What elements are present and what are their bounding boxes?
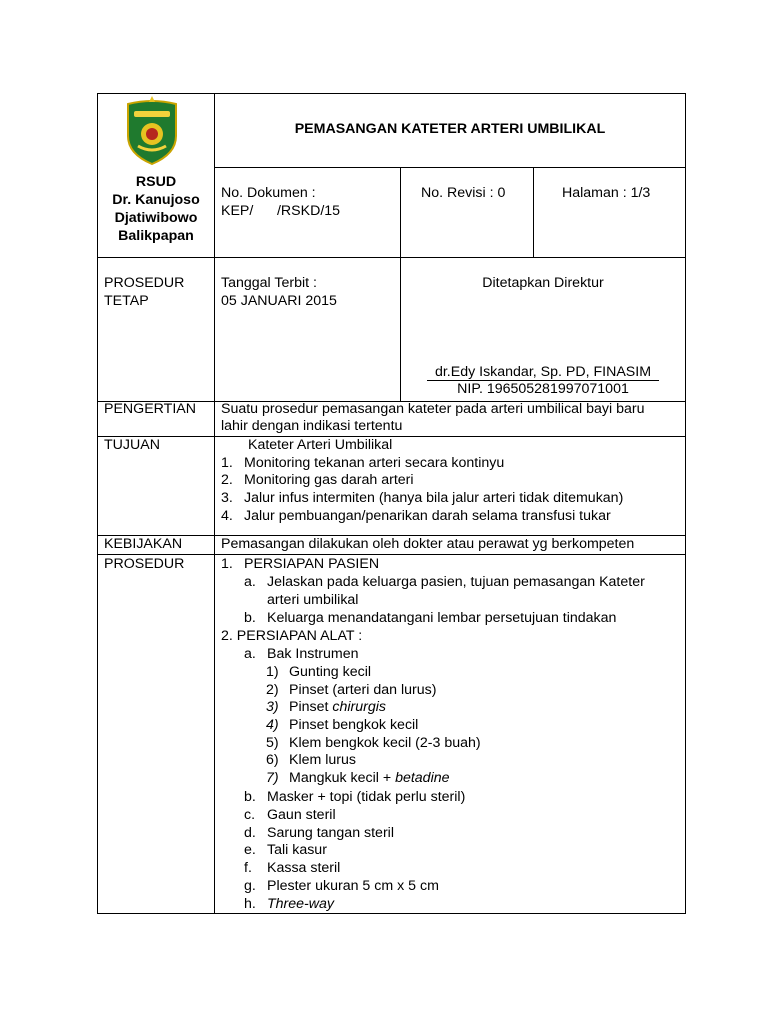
- step-1-title: PERSIAPAN PASIEN: [244, 556, 380, 572]
- tool-item-text: Mangkuk kecil +: [289, 770, 396, 786]
- tool-number: 2): [266, 682, 279, 698]
- header-divider-2: [533, 167, 534, 257]
- equipment-letter: c.: [244, 807, 256, 823]
- tool-item-italic: betadine: [395, 770, 450, 786]
- equipment-letter: f.: [244, 860, 252, 876]
- tool-item: Pinset (arteri dan lurus): [289, 682, 437, 698]
- equipment-letter: h.: [244, 896, 256, 912]
- tujuan-item-num: 2.: [221, 472, 233, 488]
- tool-number: 6): [266, 752, 279, 768]
- tool-item: [289, 699, 386, 717]
- equipment-item: Tali kasur: [267, 842, 327, 858]
- step-1-number: 1.: [221, 556, 233, 572]
- step-1b-text: Keluarga menandatangani lembar persetujuan tindakan: [267, 610, 617, 626]
- pengertian-line-2: lahir dengan indikasi tertentu: [221, 418, 403, 434]
- pengertian-label: PENGERTIAN: [104, 401, 196, 417]
- equipment-letter: g.: [244, 878, 256, 894]
- equipment-letter: b.: [244, 789, 256, 805]
- tujuan-item-num: 4.: [221, 508, 233, 524]
- equipment-item: Kassa steril: [267, 860, 341, 876]
- tool-number: 7): [266, 770, 279, 786]
- table-border-left: [97, 93, 98, 914]
- tool-item: [289, 770, 450, 788]
- step-1a-line-1: Jelaskan pada keluarga pasien, tujuan pemasangan Kateter: [267, 574, 645, 590]
- kebijakan-label: KEBIJAKAN: [104, 536, 183, 552]
- procedure-label-line-1: PROSEDUR: [104, 275, 185, 291]
- tool-item: Klem lurus: [289, 752, 357, 768]
- step-2-title: 2. PERSIAPAN ALAT :: [221, 628, 363, 644]
- equipment-letter: d.: [244, 825, 256, 841]
- hospital-name-line-1: RSUD: [135, 174, 177, 190]
- date-value: 05 JANUARI 2015: [221, 293, 337, 309]
- row-divider-1: [97, 257, 686, 258]
- hospital-name-line-3: Djatiwibowo: [114, 210, 198, 226]
- prosedur-label: PROSEDUR: [104, 556, 185, 572]
- approved-by: Ditetapkan Direktur: [482, 275, 604, 291]
- tujuan-item: Monitoring gas darah arteri: [244, 472, 414, 488]
- equipment-letter: e.: [244, 842, 256, 858]
- equipment-item: Masker + topi (tidak perlu steril): [267, 789, 466, 805]
- hospital-name-line-4: Balikpapan: [118, 228, 194, 244]
- date-label: Tanggal Terbit :: [221, 275, 317, 291]
- tool-item: Pinset bengkok kecil: [289, 717, 419, 733]
- doc-number-value: KEP/ /RSKD/15: [221, 203, 341, 219]
- tujuan-item: Jalur pembuangan/penarikan darah selama transfusi tukar: [244, 508, 611, 524]
- tool-item: Gunting kecil: [289, 664, 372, 680]
- step-2a-text: Bak Instrumen: [267, 646, 359, 662]
- title-row-divider: [214, 167, 686, 168]
- procedure-label-line-2: TETAP: [104, 293, 149, 309]
- tool-item-italic: chirurgis: [332, 699, 386, 715]
- column-divider: [214, 93, 215, 914]
- kalimantan-timur-emblem-icon: [124, 96, 180, 166]
- step-1a-letter: a.: [244, 574, 256, 590]
- document-title: PEMASANGAN KATETER ARTERI UMBILIKAL: [294, 121, 606, 137]
- table-border-right: [685, 93, 686, 914]
- equipment-item: Plester ukuran 5 cm x 5 cm: [267, 878, 439, 894]
- kebijakan-text: Pemasangan dilakukan oleh dokter atau perawat yg berkompeten: [221, 536, 635, 552]
- tool-item-text: Pinset: [289, 699, 333, 715]
- revision-number: No. Revisi : 0: [421, 185, 506, 201]
- director-nip: NIP. 196505281997071001: [457, 381, 629, 397]
- step-1a-line-2: arteri umbilikal: [267, 592, 359, 608]
- row-divider-5: [97, 554, 686, 555]
- tujuan-item: Jalur infus intermiten (hanya bila jalur arteri tidak ditemukan): [244, 490, 624, 506]
- tool-number: 3): [266, 699, 279, 715]
- hospital-name-line-2: Dr. Kanujoso: [112, 192, 200, 208]
- tujuan-item-num: 3.: [221, 490, 233, 506]
- tool-number: 4): [266, 717, 279, 733]
- doc-number-label: No. Dokumen :: [221, 185, 316, 201]
- tujuan-item: Monitoring tekanan arteri secara kontinyu: [244, 455, 505, 471]
- table-border-bottom: [97, 913, 686, 914]
- tujuan-label: TUJUAN: [104, 437, 160, 453]
- equipment-item: Sarung tangan steril: [267, 825, 394, 841]
- step-2a-letter: a.: [244, 646, 256, 662]
- director-name: dr.Edy Iskandar, Sp. PD, FINASIM: [434, 364, 652, 380]
- tool-number: 5): [266, 735, 279, 751]
- tool-number: 1): [266, 664, 279, 680]
- equipment-item: Gaun steril: [267, 807, 336, 823]
- step-1b-letter: b.: [244, 610, 256, 626]
- pengertian-line-1: Suatu prosedur pemasangan kateter pada arteri umbilical bayi baru: [221, 401, 645, 417]
- tool-item: Klem bengkok kecil (2-3 buah): [289, 735, 481, 751]
- equipment-item: Three-way: [267, 896, 335, 912]
- tujuan-item-num: 1.: [221, 455, 233, 471]
- page-number: Halaman : 1/3: [562, 185, 651, 201]
- tujuan-intro: Kateter Arteri Umbilikal: [248, 437, 393, 453]
- table-border-top: [97, 93, 686, 94]
